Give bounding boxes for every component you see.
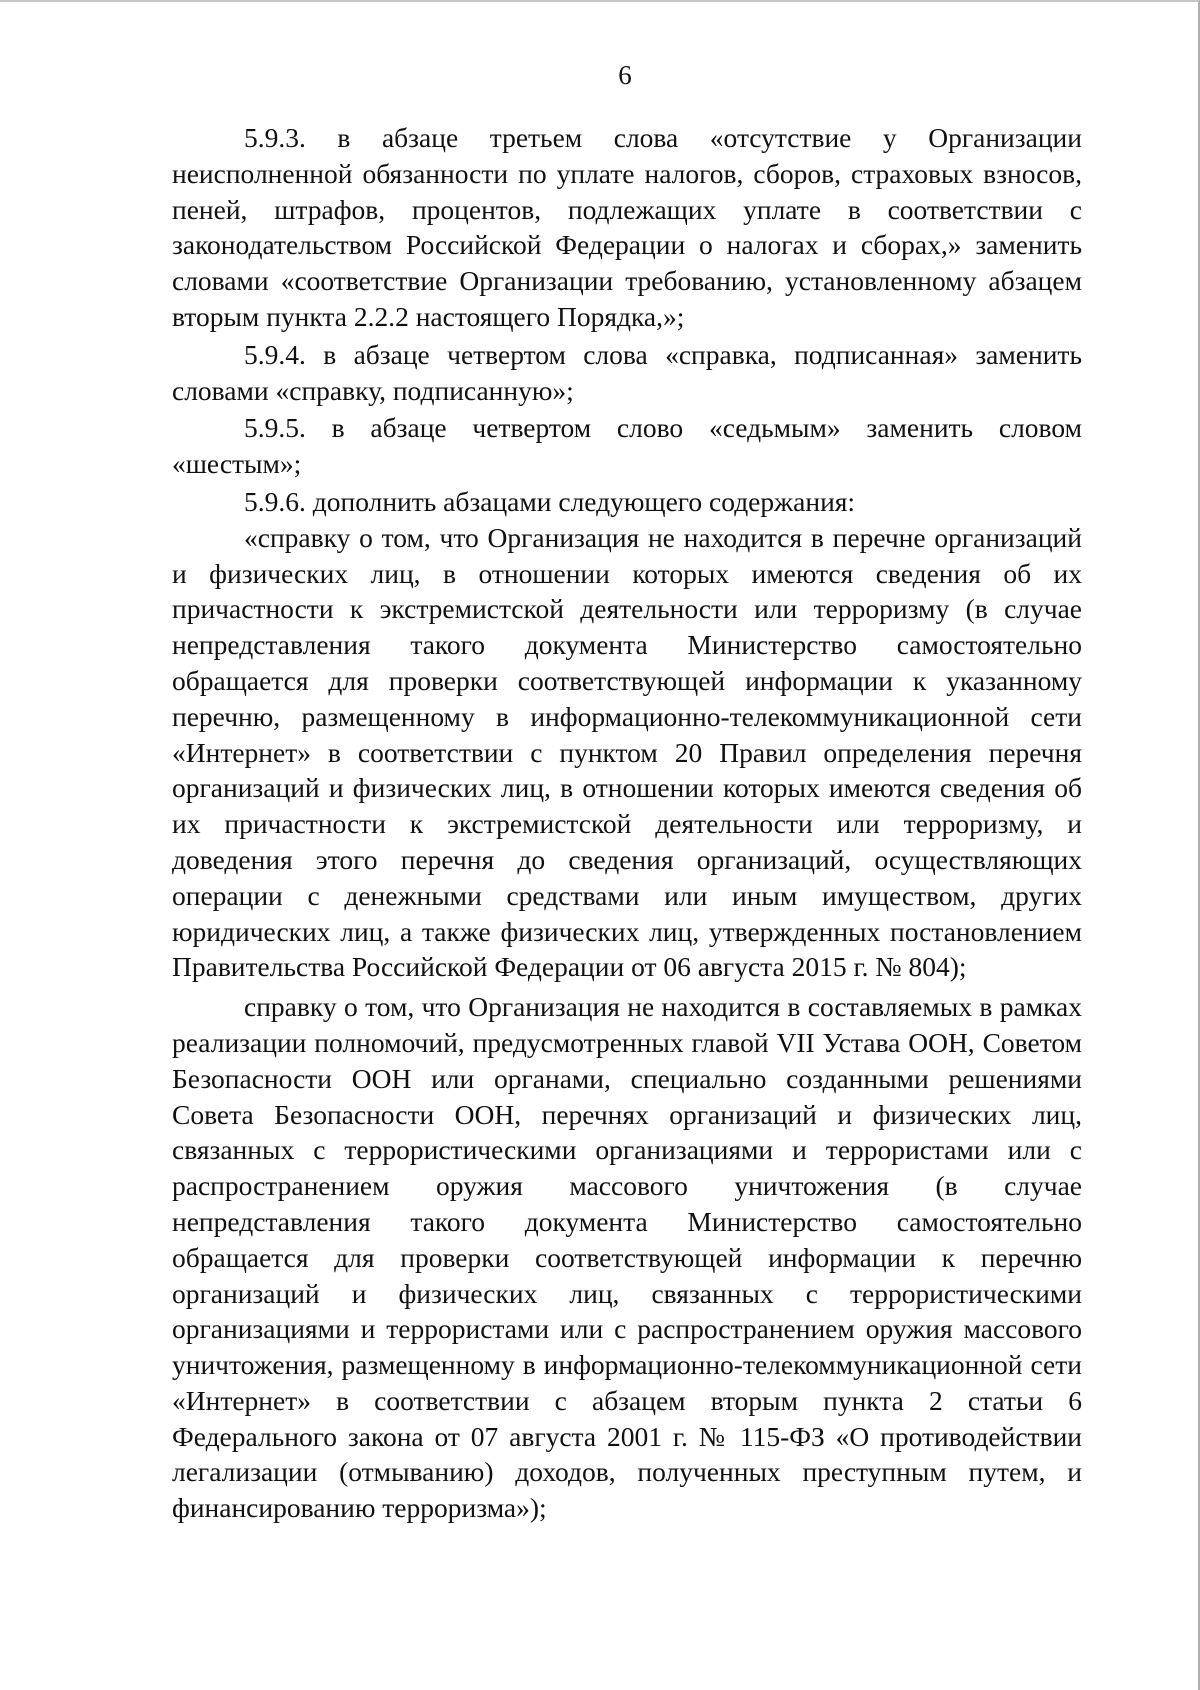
paragraph-5-9-6: 5.9.6. дополнить абзацами следующего содержания: — [244, 485, 856, 517]
paragraph-5-9-3: 5.9.3. в абзаце третьем слова «отсутствие у Организации неисполненной обязанности по уплате налогов, сборов, страховых взносов, пеней, штрафов, процентов, подлежащих уплате в соответствии с законодательством Российской Федерации о налогах и сборах,» заменить словами «соответствие Организации требованию, установленному абзацем вторым пункта 2.2.2 настоящего Порядка,»; — [172, 122, 1082, 332]
paragraph-extremism-certificate: «справку о том, что Организация не находится в перечне организаций и физических лиц, в отношении которых имеются сведения об их причастности к экстремистской деятельности или терроризму (в случае непредставления такого документа Министерство самостоятельно обращается для проверки соответствующей информации к указанному перечню, размещенному в информационно-телекоммуникационной сети «Интернет» в соответствии с пунктом 20 Правил определения перечня организаций и физических лиц, в отношении которых имеются сведения об их причастности к экстремистской деятельности или терроризму, и доведения этого перечня до сведения организаций, осуществляющих операции с денежными средствами или иным имуществом, других юридических лиц, а также физических лиц, утвержденных постановлением Правительства Российской Федерации от 06 августа 2015 г. № 804); — [172, 521, 1082, 983]
page-number: 6 — [618, 60, 632, 90]
paragraph-5-9-4: 5.9.4. в абзаце четвертом слова «справка, подписанная» заменить словами «справку, подписанную»; — [172, 338, 1082, 406]
paragraph-un-list-certificate: справку о том, что Организация не находится в составляемых в рамках реализации полномочий, предусмотренных главой VII Устава ООН, Советом Безопасности ООН или органами, специально созданными решениями Совета Безопасности ООН, перечнях организаций и физических лиц, связанных с террористическими организациями и террористами или с распространением оружия массового уничтожения (в случае непредставления такого документа Министерство самостоятельно обращается для проверки соответствующей информации к перечню организаций и физических лиц, связанных с террористическими организациями и террористами или с распространением оружия массового уничтожения, размещенному в информационно-телекоммуникационной сети «Интернет» в соответствии с абзацем вторым пункта 2 статьи 6 Федерального закона от 07 августа 2001 г. № 115-ФЗ «О противодействии легализации (отмыванию) доходов, полученных преступным путем, и финансированию терроризма»); — [172, 991, 1082, 1524]
paragraph-5-9-5: 5.9.5. в абзаце четвертом слово «седьмым» заменить словом «шестым»; — [172, 412, 1082, 480]
document-body — [172, 120, 1082, 1526]
